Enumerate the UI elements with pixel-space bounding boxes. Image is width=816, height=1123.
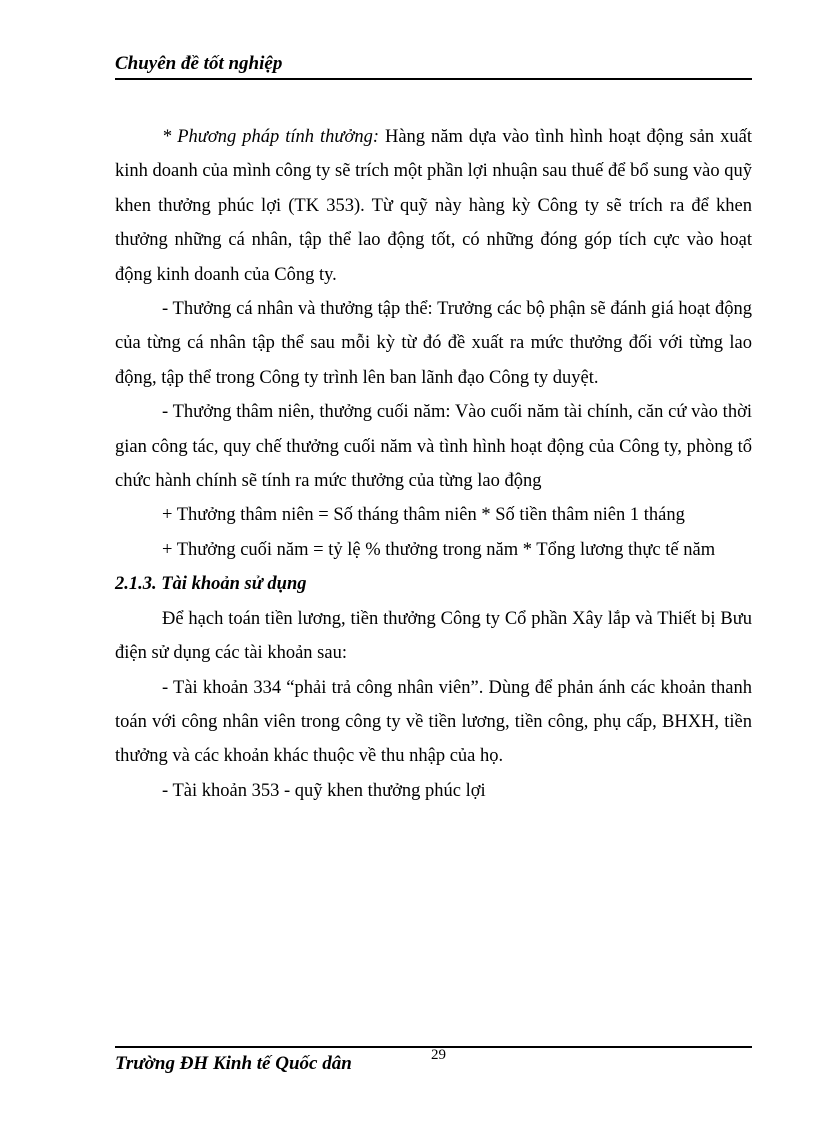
formula-year-end: + Thưởng cuối năm = tỷ lệ % thưởng trong năm * Tổng lương thực tế năm — [162, 539, 716, 560]
paragraph-seniority-bonus: - Thưởng thâm niên, thưởng cuối năm: Vào cuối năm tài chính, căn cứ vào thời gian công tác, quy chế thưởng cuối năm và tình hình hoạt động của Công ty, phòng tổ chức hành chính sẽ tính ra mức thưởng của từng lao động — [115, 402, 752, 492]
paragraph-accounts-intro: Để hạch toán tiền lương, tiền thưởng Công ty Cổ phần Xây lắp và Thiết bị Bưu điện sử dụng các tài khoản sau: — [115, 608, 752, 664]
section-heading: 2.1.3. Tài khoản sử dụng — [115, 574, 307, 595]
paragraph-bonus-method — [115, 120, 752, 292]
formula-seniority: + Thưởng thâm niên = Số tháng thâm niên * Số tiền thâm niên 1 tháng — [162, 505, 685, 526]
bonus-method-text: Hàng năm dựa vào tình hình hoạt động sản xuất kinh doanh của mình công ty sẽ trích một phần lợi nhuận sau thuế để bổ sung vào quỹ khen thưởng phúc lợi (TK 353). Từ quỹ này hàng kỳ Công ty sẽ trích ra để khen thưởng những cá nhân, tập thể lao động tốt, có những đóng góp tích cực vào hoạt động kinh doanh của Công ty. — [115, 127, 752, 285]
header-title: Chuyên đề tốt nghiệp — [115, 53, 283, 74]
page-number: 29 — [431, 1047, 446, 1063]
paragraph-account-334: - Tài khoản 334 “phải trả công nhân viên”. Dùng để phản ánh các khoản thanh toán với công nhân viên trong công ty về tiền lương, tiền công, phụ cấp, BHXH, tiền thưởng và các khoản khác thuộc về thu nhập của họ. — [115, 677, 752, 767]
paragraph-account-353: - Tài khoản 353 - quỹ khen thưởng phúc lợi — [162, 780, 486, 801]
page-footer — [115, 1046, 752, 1078]
page-header — [115, 52, 752, 80]
bonus-method-lead: * Phương pháp tính thưởng: — [162, 127, 379, 147]
paragraph-individual-bonus: - Thưởng cá nhân và thưởng tập thể: Trưởng các bộ phận sẽ đánh giá hoạt động của từng cá nhân tập thể sau mỗi kỳ từ đó đề xuất ra mức thưởng đối với từng lao động, tập thể trong Công ty trình lên ban lãnh đạo Công ty duyệt. — [115, 299, 752, 388]
footer-school: Trường ĐH Kinh tế Quốc dân — [115, 1053, 352, 1074]
document-body — [115, 120, 752, 808]
